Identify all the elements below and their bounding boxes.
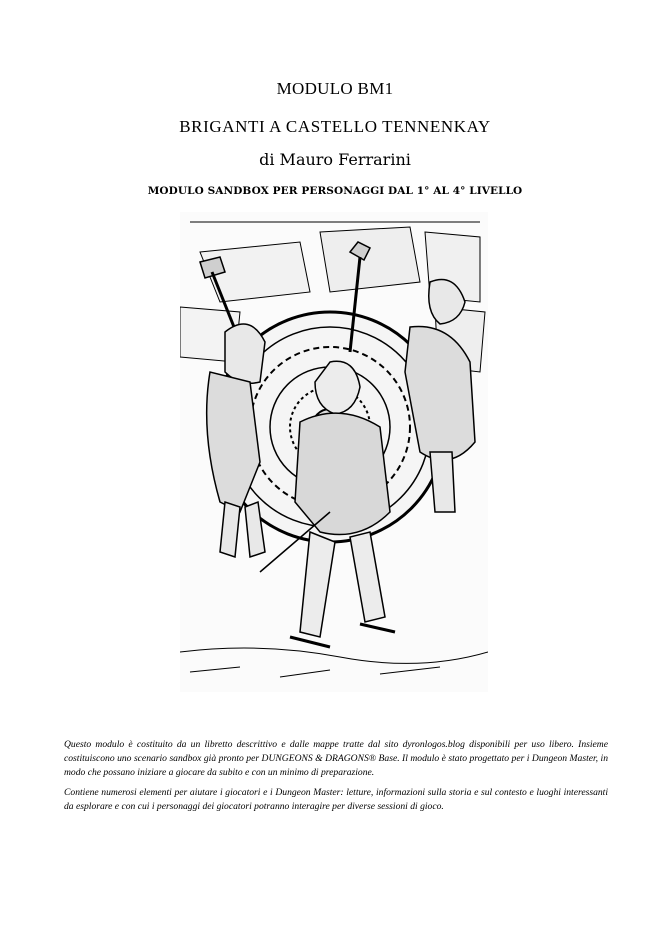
module-code: MODULO BM1 xyxy=(276,79,394,98)
module-title: BRIGANTI A CASTELLO TENNENKAY xyxy=(179,117,491,136)
module-subtitle: MODULO SANDBOX PER PERSONAGGI DAL 1° AL 4° LIVELLO xyxy=(147,185,523,197)
author-line: di Mauro Ferrarini xyxy=(259,150,411,169)
intro-paragraph: Questo modulo è costituito da un libretto descrittivo e dalle mappe tratte dal sito dyronlogos.blog disponibili per uso libero. Insieme costituiscono uno scenario sandbox già pronto per DUNGEONS & DRAGONS® Base. Il modulo è stato progettato per i Dungeon Master, in modo che possano iniziare a giocare da subito e con un minimo di preparazione. xyxy=(64,739,608,778)
warriors-illustration-icon xyxy=(180,212,488,692)
contents-paragraph: Contiene numerosi elementi per aiutare i giocatori e i Dungeon Master: letture, informazioni sulla storia e sul contesto e luoghi interessanti da esplorare e con cui i personaggi dei giocatori potranno interagire per diverse sessioni di gioco. xyxy=(64,787,608,812)
cover-illustration xyxy=(180,212,488,692)
